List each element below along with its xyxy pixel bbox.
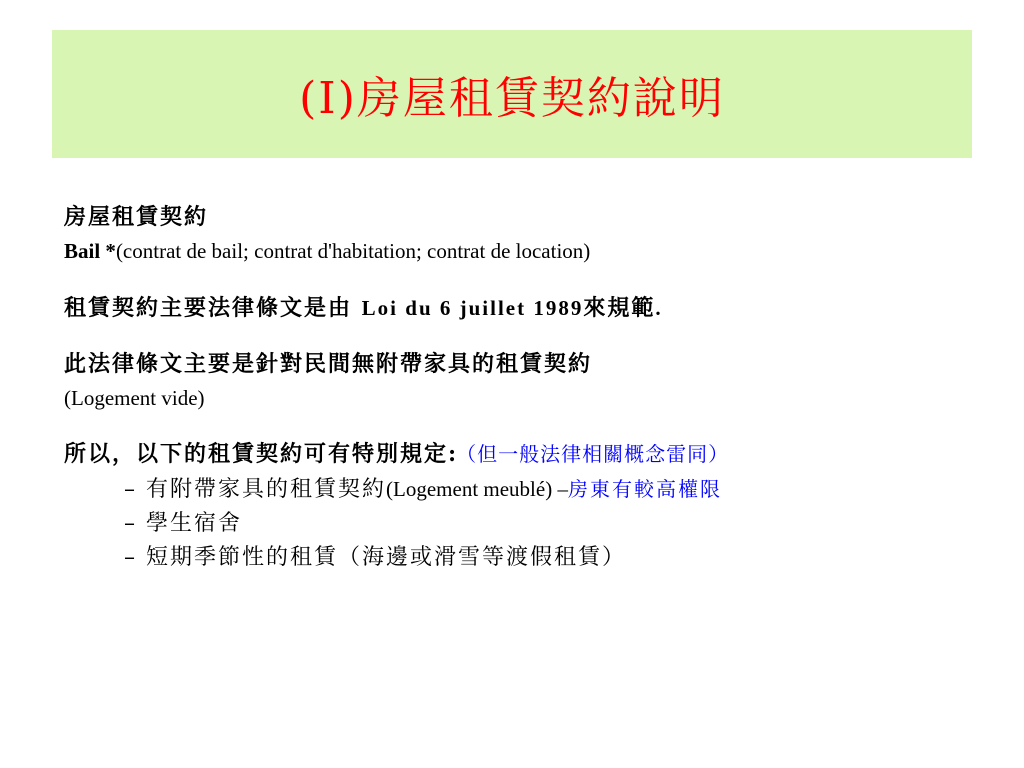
bail-term: Bail * bbox=[64, 239, 116, 263]
item-dash: – bbox=[124, 477, 146, 502]
special-heading: 所以，以下的租賃契約可有特別規定 bbox=[64, 441, 449, 467]
page-title: (I)房屋租賃契約說明 bbox=[299, 73, 725, 124]
item-text: 學生宿舍 bbox=[146, 511, 243, 536]
special-note: （但一般法律相關概念雷同） bbox=[456, 442, 730, 466]
title-banner bbox=[52, 30, 972, 158]
item-text: 有附帶家具的租賃契約 bbox=[146, 477, 387, 502]
law-name: Loi du 6 juillet 1989 bbox=[361, 296, 584, 320]
scope-note: (Logement vide) bbox=[64, 386, 205, 410]
law-prefix: 租賃契約主要法律條文是由 bbox=[64, 295, 362, 321]
scope-heading: 此法律條文主要是針對民間無附帶家具的租賃契約 bbox=[64, 351, 593, 377]
bail-description: (contrat de bail; contrat d'habitation; contrat de location) bbox=[115, 239, 591, 263]
list-item-dorm bbox=[64, 507, 994, 541]
spacer bbox=[64, 269, 994, 291]
slide-content bbox=[64, 200, 994, 575]
law-suffix: 來規範 bbox=[583, 295, 656, 321]
item-text: 短期季節性的租賃（海邊或滑雪等渡假租賃） bbox=[146, 545, 627, 570]
law-period: . bbox=[655, 296, 663, 320]
item-dash: – bbox=[124, 511, 146, 536]
special-line bbox=[64, 437, 994, 472]
item-latin: (Logement meublé) – bbox=[386, 477, 568, 501]
special-colon: : bbox=[448, 441, 457, 467]
spacer bbox=[64, 325, 994, 347]
item-dash: – bbox=[124, 545, 146, 570]
spacer bbox=[64, 415, 994, 437]
law-line bbox=[64, 291, 994, 325]
list-item-furnished bbox=[64, 472, 994, 507]
item-note: 房東有較高權限 bbox=[567, 477, 722, 501]
list-item-seasonal bbox=[64, 541, 994, 575]
bail-line bbox=[64, 234, 994, 269]
bail-heading: 房屋租賃契約 bbox=[64, 204, 209, 230]
